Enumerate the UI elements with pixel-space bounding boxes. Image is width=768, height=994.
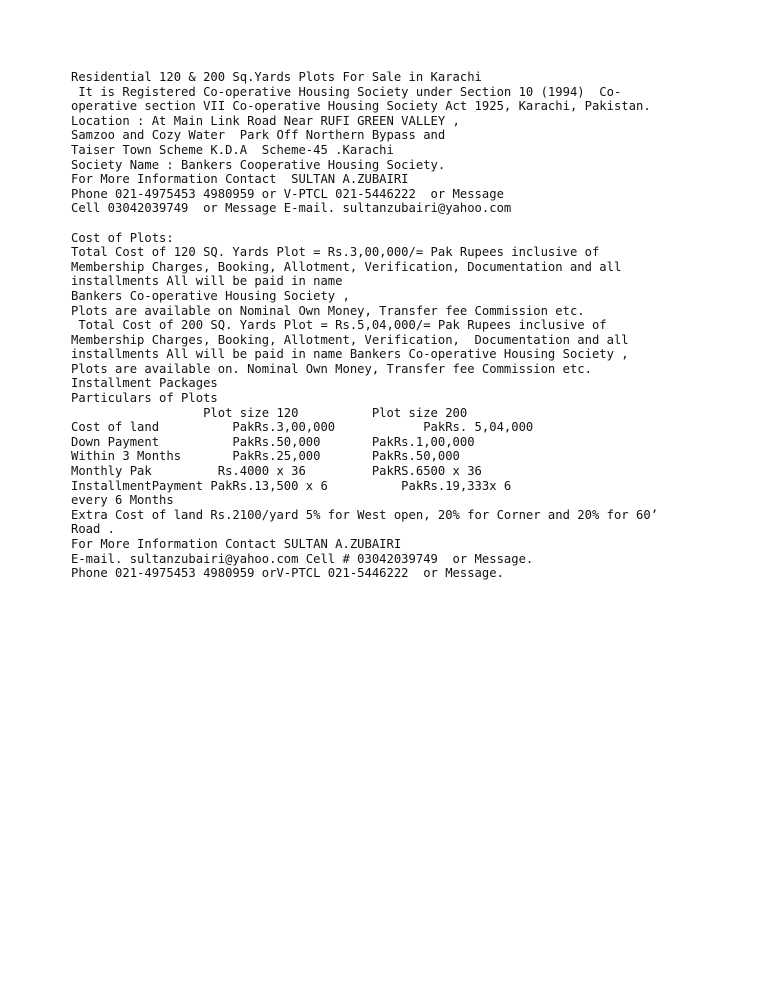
text-line: It is Registered Co-operative Housing Society under Section 10 (1994) Co- bbox=[71, 84, 622, 99]
table-row: Down Payment PakRs.50,000 PakRs.1,00,000 bbox=[71, 434, 475, 449]
text-line: operative section VII Co-operative Housing Society Act 1925, Karachi, Pakistan. bbox=[71, 99, 651, 114]
text-line: Extra Cost of land Rs.2100/yard 5% for West open, 20% for Corner and 20% for 60’ bbox=[71, 507, 658, 522]
table-row: Monthly Pak Rs.4000 x 36 PakRS.6500 x 36 bbox=[71, 464, 482, 479]
society-name-line: Society Name : Bankers Cooperative Housing Society. bbox=[71, 157, 446, 172]
table-row: every 6 Months bbox=[71, 493, 174, 508]
phone-line: Phone 021-4975453 4980959 or V-PTCL 021-5446222 or Message bbox=[71, 186, 504, 201]
text-line: Total Cost of 200 SQ. Yards Plot = Rs.5,04,000/= Pak Rupees inclusive of bbox=[71, 318, 607, 333]
text-line: Membership Charges, Booking, Allotment, Verification, Documentation and all bbox=[71, 259, 622, 274]
text-line: installments All will be paid in name bbox=[71, 274, 343, 289]
text-line: Plots are available on Nominal Own Money, Transfer fee Commission etc. bbox=[71, 303, 585, 318]
section-heading: Particulars of Plots bbox=[71, 391, 218, 406]
text-line: Road . bbox=[71, 522, 116, 537]
text-line: installments All will be paid in name Bankers Co-operative Housing Society , bbox=[71, 347, 629, 362]
text-line: Total Cost of 120 SQ. Yards Plot = Rs.3,00,000/= Pak Rupees inclusive of bbox=[71, 245, 600, 260]
text-line: Taiser Town Scheme K.D.A Scheme-45 .Karachi bbox=[71, 142, 394, 157]
contact-line: For More Information Contact SULTAN A.ZUBAIRI bbox=[71, 537, 402, 551]
document-title: Residential 120 & 200 Sq.Yards Plots For Sale in Karachi bbox=[71, 70, 482, 84]
text-line: Samzoo and Cozy Water Park Off Northern Bypass and bbox=[71, 128, 446, 143]
text-line: Bankers Co-operative Housing Society , bbox=[71, 288, 350, 303]
contact-line: For More Information Contact SULTAN A.ZUBAIRI bbox=[71, 172, 409, 187]
email-cell-line: E-mail. sultanzubairi@yahoo.com Cell # 03042039749 or Message. bbox=[71, 551, 534, 566]
text-line: Plots are available on. Nominal Own Money, Transfer fee Commission etc. bbox=[71, 361, 592, 376]
section-heading: Cost of Plots: bbox=[71, 230, 174, 245]
table-row: Within 3 Months PakRs.25,000 PakRs.50,000 bbox=[71, 449, 460, 464]
section-heading: Installment Packages bbox=[71, 376, 218, 391]
document-page bbox=[71, 70, 731, 581]
table-header-row: Plot size 120 Plot size 200 bbox=[71, 405, 468, 420]
table-row: InstallmentPayment PakRs.13,500 x 6 PakRs.19,333x 6 bbox=[71, 478, 512, 493]
blank-line bbox=[71, 216, 731, 231]
phone-line: Phone 021-4975453 4980959 orV-PTCL 021-5446222 or Message. bbox=[71, 566, 504, 581]
table-row: Cost of land PakRs.3,00,000 PakRs. 5,04,000 bbox=[71, 420, 534, 435]
cell-email-line: Cell 03042039749 or Message E-mail. sultanzubairi@yahoo.com bbox=[71, 201, 512, 216]
text-line: Membership Charges, Booking, Allotment, Verification, Documentation and all bbox=[71, 332, 629, 347]
location-line: Location : At Main Link Road Near RUFI GREEN VALLEY , bbox=[71, 113, 460, 128]
